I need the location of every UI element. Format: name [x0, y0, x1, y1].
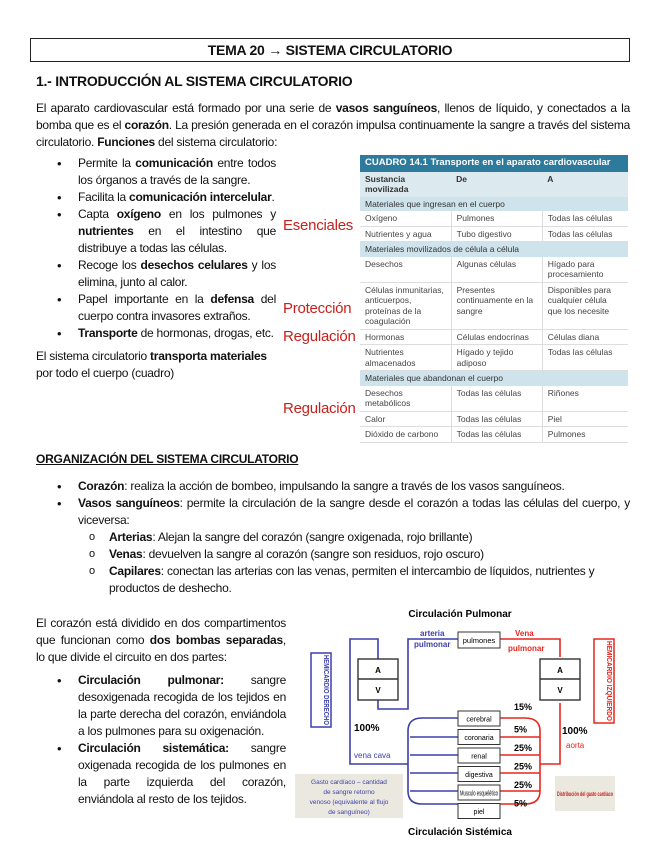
- circulation-text: [36, 601, 286, 808]
- aorta-label: aorta: [566, 740, 585, 750]
- label-esenciales: Esenciales: [283, 217, 354, 234]
- label-regulacion-2: Regulación: [283, 400, 356, 417]
- table-cell: Células inmunitarias, anticuerpos, proteínas de la coagulación: [360, 282, 451, 329]
- column-header: Sustancia movilizada: [360, 172, 451, 197]
- circulation-diagram: [290, 601, 630, 841]
- list-item: • Circulación sistemática: sangre oxigenada recogida de los pulmones en la parte izquierda del corazón, enviándola al resto de los tejidos.: [55, 740, 286, 808]
- table-cell: Desechos: [360, 257, 451, 283]
- functions-column: [36, 155, 276, 382]
- intro-paragraph: El aparato cardiovascular está formado por una serie de vasos sanguíneos, llenos de líquido, y conectados a la bomba que es el corazón. La presión generada en el corazón impulsa continuamente la sangre a través del sistema circulatorio. Funciones del sistema circulatorio:: [36, 101, 631, 149]
- organ-label: cerebral: [466, 716, 492, 723]
- table-cell: Oxígeno: [360, 211, 451, 226]
- table-caption: [360, 155, 628, 172]
- organ-percent: 25%: [514, 742, 533, 753]
- lungs-label: pulmones: [462, 635, 496, 645]
- list-item: o Arterias: Alejan la sangre del corazón (sangre oxigenada, rojo brillante): [89, 529, 630, 546]
- ventricle-label: V: [557, 685, 563, 695]
- table-cell: Hígado para procesamiento: [542, 257, 628, 283]
- circuits-list: [55, 672, 286, 808]
- table-caption-text: CUADRO 14.1 Transporte en el aparato cardiovascular: [360, 155, 628, 172]
- heart-paragraph: El corazón está dividido en dos compartimentos que funcionan como dos bombas separadas, lo que divide el circuito en dos partes:: [36, 615, 286, 664]
- organ-label: digestiva: [465, 771, 493, 779]
- table-cell: Tubo digestivo: [451, 226, 542, 242]
- table-row: [360, 257, 628, 283]
- vena-pulmonar-label: pulmonar: [508, 643, 545, 653]
- table-cell: Todas las células: [451, 427, 542, 443]
- table-cell: Hormonas: [360, 329, 451, 345]
- atrium-label: A: [375, 665, 381, 675]
- list-item: • Corazón: realiza la acción de bombeo, impulsando la sangre a través de los vasos sanguíneos.: [55, 478, 630, 495]
- transport-table: [360, 155, 628, 443]
- table-cell: Células diana: [542, 329, 628, 345]
- organ-percent: 5%: [514, 724, 528, 734]
- table-cell: Todas las células: [542, 211, 628, 226]
- vena-cava-label: vena cava: [354, 750, 391, 760]
- column-header: De: [451, 172, 542, 197]
- table-row: [360, 282, 628, 329]
- table-section: [360, 197, 628, 212]
- list-item: • Circulación pulmonar: sangre desoxigenada recogida de los tejidos en la parte derecha del corazón, enviándola a los pulmones para su oxigenación.: [55, 672, 286, 740]
- arteria-label: arteria: [420, 628, 445, 638]
- organ-percent: 25%: [514, 761, 533, 771]
- function-category-labels: [276, 155, 360, 443]
- table-cell: Células endocrinas: [451, 329, 542, 345]
- atrium-label: A: [557, 665, 563, 675]
- section-heading-intro: 1.- INTRODUCCIÓN AL SISTEMA CIRCULATORIO: [36, 73, 353, 89]
- organ-percent: 5%: [514, 798, 528, 808]
- percent-out: 100%: [562, 725, 588, 737]
- table-section-title: Materiales movilizados de célula a célula: [360, 242, 628, 257]
- note-right: Distribución del gasto cardíaco: [557, 790, 614, 798]
- table-row: [360, 329, 628, 345]
- column-header: A: [542, 172, 628, 197]
- table-cell: Dióxido de carbono: [360, 427, 451, 443]
- table-cell: Pulmones: [542, 427, 628, 443]
- table-row: [360, 411, 628, 427]
- table-cell: Piel: [542, 411, 628, 427]
- list-item: • Permite la comunicación entre todos los órganos a través de la sangre.: [55, 155, 276, 189]
- functions-list: [55, 155, 276, 342]
- diagram-bottom-title: Circulación Sistémica: [408, 826, 512, 838]
- table-cell: Presentes continuamente en la sangre: [451, 282, 542, 329]
- percent-in: 100%: [354, 722, 380, 734]
- organ-label: coronaria: [464, 734, 494, 742]
- table-cell: Calor: [360, 411, 451, 427]
- table-cell: Todas las células: [542, 345, 628, 371]
- table-cell: Todas las células: [451, 411, 542, 427]
- organ-percent: 15%: [514, 701, 533, 712]
- table-section-title: Materiales que ingresan en el cuerpo: [360, 197, 628, 212]
- table-cell: Hígado y tejido adiposo: [451, 345, 542, 371]
- list-item: • Papel importante en la defensa del cuerpo contra invasores extraños.: [55, 291, 276, 325]
- label-proteccion: Protección: [283, 300, 352, 317]
- list-item: • Facilita la comunicación intercelular.: [55, 189, 276, 206]
- table-header: [360, 172, 628, 197]
- table-row: [360, 226, 628, 242]
- list-item: • Recoge los desechos celulares y los elimina, junto al calor.: [55, 257, 276, 291]
- table-cell: Todas las células: [451, 386, 542, 412]
- vena-label: Vena: [515, 628, 534, 638]
- diagram-top-title: Circulación Pulmonar: [408, 608, 512, 620]
- organization-list: [55, 478, 630, 597]
- table-cell: Nutrientes almacenados: [360, 345, 451, 371]
- organ-label: Musculo esquelético: [460, 790, 499, 797]
- pulmonar-label: pulmonar: [414, 639, 451, 649]
- circulation-section: [36, 601, 630, 841]
- section-heading-organization: ORGANIZACIÓN DEL SISTEMA CIRCULATORIO: [36, 451, 299, 466]
- list-item: o Capilares: conectan las arterias con las venas, permiten el intercambio de líquidos, nutrientes y productos de deshecho.: [89, 563, 630, 597]
- organ-percent: 25%: [514, 779, 533, 790]
- right-heart-label: HEMICARDIO DERECHO: [322, 654, 329, 737]
- table-cell: Pulmones: [451, 211, 542, 226]
- list-item: • Transporte de hormonas, drogas, etc.: [55, 325, 276, 342]
- functions-section: [36, 155, 630, 443]
- table-section: [360, 371, 628, 386]
- table-row: [360, 211, 628, 226]
- label-regulacion: Regulación: [283, 328, 356, 345]
- table-cell: Todas las células: [542, 226, 628, 242]
- table-cell: Riñones: [542, 386, 628, 412]
- list-item: o Venas: devuelven la sangre al corazón (sangre son residuos, rojo oscuro): [89, 546, 630, 563]
- table-section-title: Materiales que abandonan el cuerpo: [360, 371, 628, 386]
- table-cell: Disponibles para cualquier célula que los necesite: [542, 282, 628, 329]
- table-cell: Nutrientes y agua: [360, 226, 451, 242]
- page: [36, 38, 630, 841]
- transport-paragraph: El sistema circulatorio transporta materiales por todo el cuerpo (cuadro): [36, 349, 267, 380]
- note-left: Gasto cardíaco – cantidad de sangre retorno venoso (equivalente al flujo de sanguíneo): [309, 778, 389, 816]
- organ-label: renal: [471, 753, 487, 760]
- left-heart-label: HEMICARDIO IZQUIERDO: [605, 640, 612, 727]
- table-row: [360, 427, 628, 443]
- organ-label: piel: [473, 808, 485, 816]
- table-cell: Desechos metabólicos: [360, 386, 451, 412]
- ventricle-label: V: [375, 685, 381, 695]
- table-row: [360, 386, 628, 412]
- page-title: TEMA 20 → SISTEMA CIRCULATORIO: [30, 38, 630, 62]
- table-cell: Algunas células: [451, 257, 542, 283]
- table-section: [360, 242, 628, 257]
- organ-group: [458, 702, 532, 819]
- list-item: • Vasos sanguíneos: permite la circulación de la sangre desde el corazón a todas las células del cuerpo, y viceversa:: [55, 495, 630, 529]
- list-item: • Capta oxígeno en los pulmones y nutrientes en el intestino que distribuye a todas las células.: [55, 206, 276, 257]
- table-row: [360, 345, 628, 371]
